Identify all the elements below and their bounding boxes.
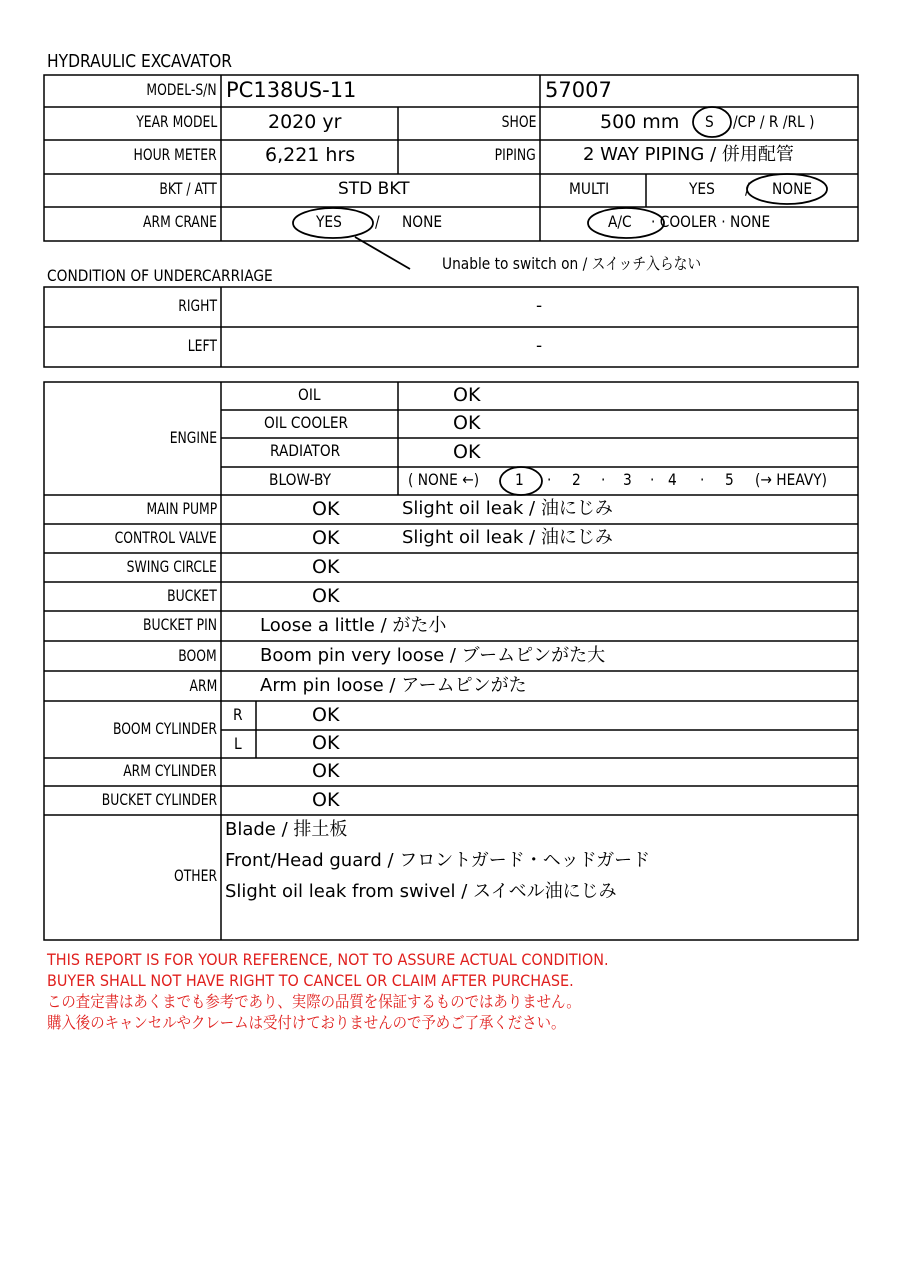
blowby-level-4: 4 [668,470,677,489]
control-valve-value: OK [312,527,340,549]
piping-value: 2 WAY PIPING / 併用配管 [583,144,794,165]
arm-label: ARM [189,676,217,695]
hour-meter-label: HOUR METER [133,145,217,164]
multi-sep: / [745,179,750,198]
year-value: 2020 yr [268,111,342,133]
main-pump-label: MAIN PUMP [146,499,217,518]
oil-value: OK [453,384,481,406]
boom-label: BOOM [178,646,217,665]
undercarriage-left-value: - [536,336,543,356]
multi-yes: YES [689,179,715,198]
blowby-sep-3: · [650,470,655,489]
piping-label: PIPING [494,145,536,164]
shoe-option-s: S [705,112,714,131]
undercarriage-title: CONDITION OF UNDERCARRIAGE [47,266,273,285]
oil-cooler-value: OK [453,412,481,434]
disclaimer-line: この査定書はあくまでも参考であり、実際の品質を保証するものではありません。 [47,992,581,1011]
undercarriage-left-label: LEFT [187,336,217,355]
undercarriage-right-label: RIGHT [178,296,217,315]
blowby-level-3: 3 [623,470,632,489]
control-valve-label: CONTROL VALVE [114,528,217,547]
main-pump-value: OK [312,498,340,520]
blowby-scale-start: ( NONE ←) [408,470,480,489]
arm-cylinder-label: ARM CYLINDER [123,761,217,780]
disclaimer-line: THIS REPORT IS FOR YOUR REFERENCE, NOT TO ASSURE ACTUAL CONDITION. [47,950,609,969]
bucket-value: OK [312,585,340,607]
bucket-cylinder-value: OK [312,789,340,811]
year-label: YEAR MODEL [135,112,217,131]
bkt-att-label: BKT / ATT [159,179,217,198]
bucket-label: BUCKET [167,586,217,605]
boom-cylinder-r-label: R [233,705,243,724]
blowby-scale-end: (→ HEAVY) [755,470,828,489]
document-title: HYDRAULIC EXCAVATOR [47,51,233,72]
blowby-sep-2: · [601,470,606,489]
serial-value: 57007 [545,78,612,102]
note-pointer-line [355,237,410,269]
undercarriage-right-value: - [536,296,543,316]
multi-none: NONE [772,179,813,198]
swing-circle-label: SWING CIRCLE [126,557,217,576]
arm-crane-sep: / [375,212,380,231]
oil-label: OIL [298,385,321,404]
oil-cooler-label: OIL COOLER [264,413,349,432]
hour-meter-value: 6,221 hrs [265,144,356,166]
cooler-none-options: · COOLER · NONE [651,212,771,231]
bucket-pin-label: BUCKET PIN [142,615,217,634]
model-sn-label: MODEL-S/N [146,80,217,99]
ac-option: A/C [608,212,632,231]
arm-crane-yes: YES [316,212,342,231]
shoe-label: SHOE [501,112,536,131]
bucket-pin-value: Loose a little / がた小 [260,615,447,636]
radiator-value: OK [453,441,481,463]
shoe-size: 500 mm [600,111,680,133]
other-label: OTHER [173,866,217,885]
arm-crane-label: ARM CRANE [143,212,217,231]
swing-circle-value: OK [312,556,340,578]
boom-cylinder-l-label: L [234,734,242,753]
boom-cylinder-l-value: OK [312,732,340,754]
blowby-level-5: 5 [725,470,734,489]
boom-cylinder-r-value: OK [312,704,340,726]
bkt-value: STD BKT [338,179,410,199]
boom-value: Boom pin very loose / ブームピンがた大 [260,645,606,666]
other-item: Slight oil leak from swivel / スイベル油にじみ [225,881,617,902]
model-value: PC138US-11 [226,78,357,102]
disclaimer-line: 購入後のキャンセルやクレームは受付けておりませんので予めご了承ください。 [47,1013,566,1032]
multi-label: MULTI [569,179,610,198]
blowby-level-1: 1 [515,470,524,489]
blowby-level-2: 2 [572,470,581,489]
engine-label: ENGINE [169,428,217,447]
arm-value: Arm pin loose / アームピンがた [260,675,527,696]
boom-cylinder-label: BOOM CYLINDER [112,719,217,738]
blowby-sep-1: · [547,470,552,489]
other-item: Blade / 排土板 [225,819,348,840]
shoe-option-rest: /CP / R /RL ) [733,112,815,131]
arm-crane-none: NONE [402,212,443,231]
disclaimer-line: BUYER SHALL NOT HAVE RIGHT TO CANCEL OR CLAIM AFTER PURCHASE. [47,971,574,990]
main-pump-note: Slight oil leak / 油にじみ [402,498,613,519]
blowby-sep-4: · [700,470,705,489]
blowby-label: BLOW-BY [269,470,332,489]
bucket-cylinder-label: BUCKET CYLINDER [101,790,217,809]
ac-note: Unable to switch on / スイッチ入らない [442,254,702,273]
control-valve-note: Slight oil leak / 油にじみ [402,527,613,548]
radiator-label: RADIATOR [270,441,341,460]
other-item: Front/Head guard / フロントガード・ヘッドガード [225,850,651,871]
arm-cylinder-value: OK [312,760,340,782]
